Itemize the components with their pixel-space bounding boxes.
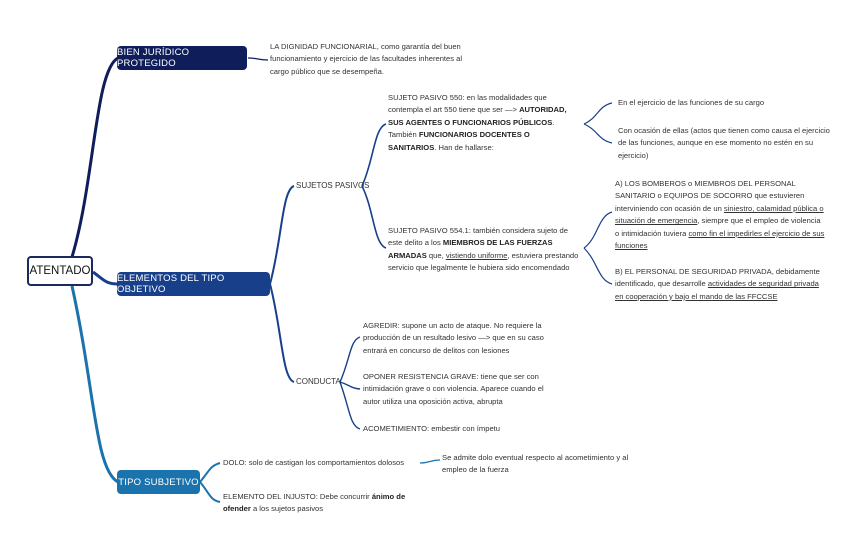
branch-bien-label: BIEN JURÍDICO PROTEGIDO (117, 47, 190, 69)
branch-elementos-tipo-objetivo[interactable] (117, 272, 270, 296)
branch-subjetivo-label: TIPO SUBJETIVO (118, 476, 199, 488)
sp554a-text-1: A) LOS BOMBEROS o MIEMBROS DEL PERSONAL SANITARIO o EQUIPOS DE SOCORRO que estuvieren interviniendo con ocasión de un (615, 179, 805, 213)
subjetivo-dolo: DOLO: solo de castigan los comportamientos dolosos (223, 458, 405, 467)
sp550-child-ejercicio: En el ejercicio de las funciones de su cargo (618, 98, 765, 107)
link-sp550-c1 (584, 103, 612, 124)
bien-text: LA DIGNIDAD FUNCIONARIAL, como garantía del buen funcionamiento y ejercicio de las facultades inherentes al cargo público que se desempeña. (270, 42, 463, 76)
link-dolo-child (420, 460, 440, 463)
sp550-text-2: . También (388, 117, 555, 140)
link-elementos-sujetos (270, 186, 294, 284)
root-node[interactable] (27, 256, 93, 286)
link-elementos-conducta (270, 284, 294, 382)
conducta-oponer-resistencia: OPONER RESISTENCIA GRAVE: tiene que ser con intimidación grave o con violencia. Aparece cuando el autor utiliza una oposición activa, abrupta (363, 372, 544, 406)
conducta-label[interactable]: CONDUCTA (296, 377, 341, 386)
sujeto-pasivo-554 (388, 225, 580, 275)
dolo-eventual: Se admite dolo eventual respecto al acometimiento y al empleo de la fuerza (442, 453, 629, 475)
sp554b-text-1: B) EL PERSONAL DE SEGURIDAD PRIVADA, debidamente identificado, que desarrolle (615, 267, 820, 289)
sp554-underline-1: vistiendo uniforme (445, 250, 508, 260)
sp550-bold-1: AUTORIDAD, SUS AGENTES O FUNCIONARIOS PÚBLICOS (388, 105, 567, 127)
sp554-text-3: , estuviera prestando servicio que legalmente le hubiera sido encomendado (388, 250, 579, 273)
sp554a-text-2: , siempre que el empleo de violencia o intimidación tuviera (615, 216, 821, 238)
sp550-text-1: SUJETO PASIVO 550: en las modalidades que contempla el art 550 tiene que ser —> (388, 93, 547, 115)
injusto-bold-1: ánimo de ofender (223, 492, 406, 514)
link-sp554-a (584, 212, 612, 248)
sp554-text-2: que, (426, 250, 446, 260)
sp554-child-b (615, 266, 825, 303)
injusto-text-2: a los sujetos pasivos (250, 504, 324, 514)
link-sp550-c2 (584, 124, 612, 143)
sp554-child-a (615, 178, 825, 252)
conducta-acometimiento: ACOMETIMIENTO: embestir con ímpetu (363, 424, 501, 433)
link-sujetos-sp554 (362, 186, 386, 248)
link-subjetivo-dolo (200, 463, 220, 482)
root-label: ATENTADO (29, 265, 91, 277)
link-sp554-b (584, 248, 612, 284)
link-bien-text (248, 58, 268, 60)
link-conducta-oponer (340, 382, 360, 389)
link-root-elementos (93, 272, 118, 284)
sp550-text-3: . Han de hallarse: (434, 142, 494, 152)
sp554b-underline-1: actividades de seguridad privada en cooperación y bajo el mando de las FFCCSE (615, 279, 819, 301)
sujeto-pasivo-550 (388, 92, 580, 154)
link-root-subjetivo (72, 286, 118, 482)
injusto-text-1: ELEMENTO DEL INJUSTO: Debe concurrir (223, 492, 372, 501)
sp550-child-ocasion: Con ocasión de ellas (actos que tienen como causa el ejercicio de las funciones, aunque en ese momento no estén en su ejercicio) (618, 126, 830, 160)
sp554-bold-1: MIEMBROS DE LAS FUERZAS ARMADAS (388, 238, 553, 260)
sp554a-underline-1: siniestro, calamidad pública o situación de emergencia (615, 203, 824, 226)
branch-bien-juridico[interactable] (117, 46, 247, 70)
sp550-bold-2: FUNCIONARIOS DOCENTES O SANITARIOS (388, 130, 530, 152)
link-conducta-agredir (340, 337, 360, 382)
link-subjetivo-injusto (200, 482, 220, 502)
conducta-agredir: AGREDIR: supone un acto de ataque. No requiere la producción de un resultado lesivo —> que en su caso entrará en concurso de delitos con lesiones (363, 321, 544, 355)
branch-tipo-subjetivo[interactable] (117, 470, 200, 494)
branch-elementos-label: ELEMENTOS DEL TIPO OBJETIVO (117, 273, 225, 295)
link-sujetos-sp550 (362, 124, 386, 186)
sujetos-pasivos-label[interactable]: SUJETOS PASIVOS (296, 181, 370, 190)
sp554a-underline-2: como fin el impedirles el ejercicio de sus funciones (615, 228, 825, 251)
link-root-bien (72, 58, 118, 257)
sp554-text-1: SUJETO PASIVO 554.1: también considera sujeto de este delito a los (388, 226, 568, 248)
subjetivo-elemento-injusto (223, 491, 411, 516)
